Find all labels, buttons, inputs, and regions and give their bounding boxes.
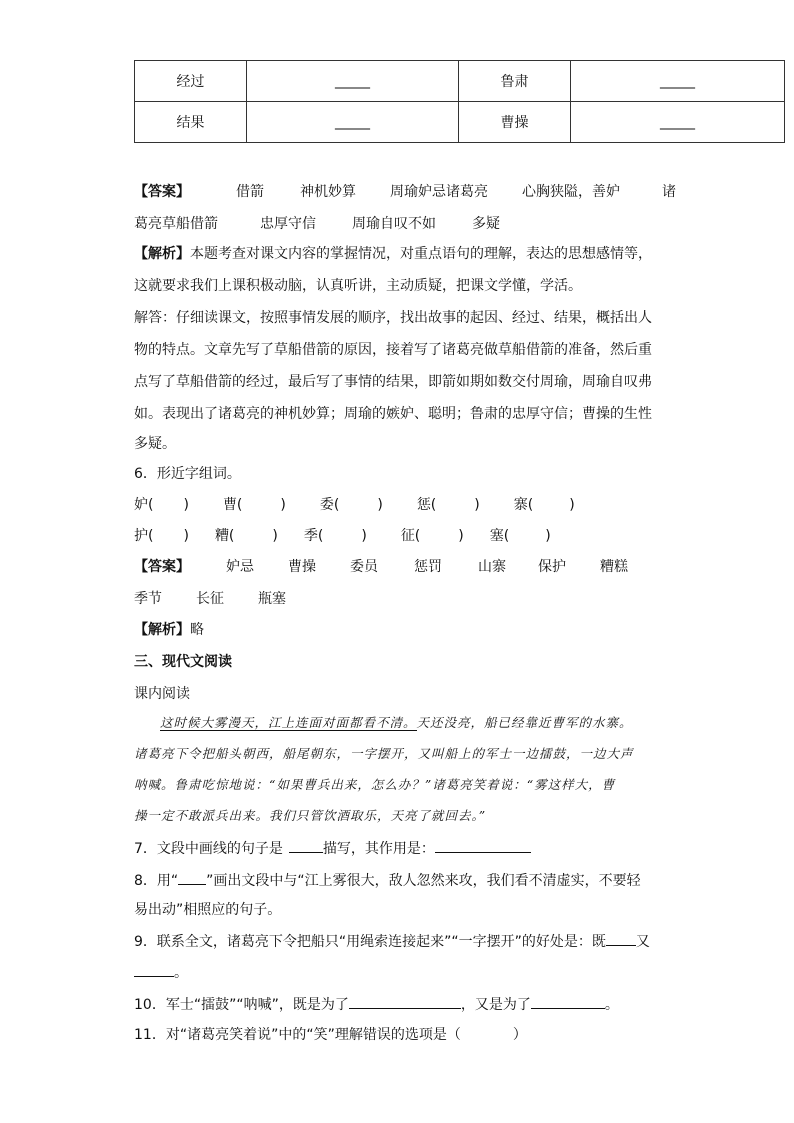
table-cell: 曹操: [459, 102, 571, 143]
char-paren: ): [361, 528, 367, 544]
answer-item: 借箭: [236, 184, 264, 200]
question-9: [134, 931, 650, 952]
answer-blank[interactable]: [435, 838, 531, 853]
answer-item: 忠厚守信: [260, 216, 316, 232]
char-item: 塞(: [489, 528, 510, 544]
char-item: 惩(: [416, 497, 437, 513]
q5-analysis-line: [134, 244, 652, 264]
table-row: [135, 61, 785, 102]
question-8-cont: 易出动”相照应的句子。: [134, 902, 282, 918]
answer-blank[interactable]: [289, 838, 323, 853]
question-text: 又: [635, 934, 650, 950]
char-item: 季(: [303, 528, 324, 544]
answer-blank[interactable]: [606, 931, 636, 946]
answer-item: 糟糕: [600, 559, 628, 575]
analysis-tag: 【解析】: [134, 622, 190, 638]
answer-item: 季节: [134, 591, 162, 607]
question-text: 。: [604, 997, 619, 1013]
answer-item: 多疑: [472, 216, 500, 232]
q6-analysis-line: [134, 620, 204, 640]
answer-blank[interactable]: [349, 994, 461, 1009]
table-cell: _____: [247, 61, 459, 102]
question-text: 9．联系全文，诸葛亮下令把船只“用绳索连接起来”“一字摆开”的好处是：既: [134, 934, 606, 950]
table-cell: _____: [247, 102, 459, 143]
answer-item: 诸: [662, 184, 676, 200]
char-paren: ): [569, 497, 575, 513]
q6-answer-line1: [134, 557, 628, 577]
char-item: 寨(: [513, 497, 534, 513]
q5-analysis-line: 多疑。: [134, 436, 176, 452]
answer-tag: 【答案】: [134, 559, 190, 575]
table-cell: 经过: [135, 61, 247, 102]
q5-analysis-line: 点写了草船借箭的经过，最后写了事情的结果，即箭如期如数交付周瑜，周瑜自叹弗: [134, 374, 652, 390]
char-paren: ): [183, 528, 189, 544]
question-10: [134, 994, 619, 1015]
char-paren: ): [280, 497, 286, 513]
question-text: 描写，其作用是：: [322, 841, 435, 857]
answer-blank[interactable]: [134, 962, 174, 977]
question-7: [134, 838, 531, 859]
answer-blank: [178, 870, 206, 885]
table-cell: 结果: [135, 102, 247, 143]
q5-answer-line1: [134, 182, 676, 202]
question-text: ”画出文段中与“江上雾很大，敌人忽然来攻，我们看不清虚实，不要轻: [206, 873, 641, 889]
char-item: 委(: [319, 497, 340, 513]
char-paren: ): [474, 497, 480, 513]
q5-analysis-line: 这就要求我们上课积极动脑，认真听讲，主动质疑，把课文学懂，学活。: [134, 278, 582, 294]
table-cell: _____: [571, 102, 785, 143]
question-text: 10．军士“擂鼓”“呐喊”，既是为了: [134, 997, 349, 1013]
char-item: 糟(: [214, 528, 235, 544]
passage-line2: 诸葛亮下令把船头朝西，船尾朝东，一字摆开，又叫船上的军士一边擂鼓，一边大声: [134, 746, 634, 761]
underlined-sentence: 这时候大雾漫天，江上连面对面都看不清。: [160, 715, 417, 730]
passage-text: 天还没亮，船已经靠近曹军的水寨。: [416, 715, 633, 730]
answer-item: 长征: [196, 591, 224, 607]
q5-analysis-line: 解答：仔细读课文，按照事情发展的顺序，找出故事的起因、经过、结果，概括出人: [134, 310, 652, 326]
q6-row2: [134, 526, 551, 546]
char-paren: ): [183, 497, 189, 513]
question-8: [134, 870, 641, 891]
analysis-tag: 【解析】: [134, 246, 190, 262]
question-9-cont: [134, 962, 188, 983]
q5-analysis-line: 物的特点。文章先写了草船借箭的原因，接着写了诸葛亮做草船借箭的准备，然后重: [134, 342, 652, 358]
question-text: 7．文段中画线的句子是: [134, 841, 283, 857]
question-text: ，又是为了: [460, 997, 531, 1013]
table-row: [135, 102, 785, 143]
answer-tag: 【答案】: [134, 184, 190, 200]
analysis-text: 本题考查对课文内容的掌握情况，对重点语句的理解，表达的思想感情等，: [190, 246, 652, 262]
answer-item: 山寨: [478, 559, 506, 575]
analysis-text: 略: [190, 622, 204, 638]
answer-item: 曹操: [288, 559, 316, 575]
question-text: 8．用“: [134, 873, 179, 889]
answer-item: 保护: [538, 559, 566, 575]
passage-line1: [160, 714, 633, 732]
char-item: 妒(: [134, 497, 154, 513]
passage-line3: 呐喊。鲁肃吃惊地说：“如果曹兵出来，怎么办？”诸葛亮笑着说：“雾这样大，曹: [134, 777, 616, 792]
answer-item: 瓶塞: [258, 591, 286, 607]
answer-item: 神机妙算: [300, 184, 356, 200]
passage-line4: 操一定不敢派兵出来。我们只管饮酒取乐，天亮了就回去。”: [134, 808, 487, 823]
char-item: 曹(: [222, 497, 243, 513]
question-text: 。: [174, 965, 188, 981]
char-item: 护(: [134, 528, 154, 544]
q6-answer-line2: [134, 589, 286, 609]
char-paren: ): [458, 528, 464, 544]
q5-answer-line2: [134, 214, 500, 234]
answer-item: 周瑜妒忌诸葛亮: [390, 184, 488, 200]
answer-item: 葛亮草船借箭: [134, 216, 218, 232]
table-cell: _____: [571, 61, 785, 102]
question-text: 11．对“诸葛亮笑着说”中的“笑”理解错误的选项是（: [134, 1027, 461, 1043]
char-item: 征(: [400, 528, 421, 544]
q6-row1: [134, 495, 575, 515]
answer-item: 惩罚: [414, 559, 442, 575]
answer-item: 委员: [350, 559, 378, 575]
table-cell: 鲁肃: [459, 61, 571, 102]
section-subtitle: 课内阅读: [134, 686, 190, 702]
char-paren: ): [377, 497, 383, 513]
answer-blank[interactable]: [531, 994, 605, 1009]
char-paren: ): [272, 528, 278, 544]
question-text: ）: [512, 1027, 527, 1043]
q6-title: 6．形近字组词。: [134, 466, 241, 482]
answer-item: 心胸狭隘，善妒: [522, 184, 620, 200]
question-11: [134, 1025, 527, 1045]
section-title: 三、现代文阅读: [134, 654, 232, 670]
summary-table: [134, 60, 785, 143]
q5-analysis-line: 如。表现出了诸葛亮的神机妙算；周瑜的嫉妒、聪明；鲁肃的忠厚守信；曹操的生性: [134, 406, 652, 422]
char-paren: ): [545, 528, 551, 544]
answer-item: 周瑜自叹不如: [352, 216, 436, 232]
answer-item: 妒忌: [226, 559, 254, 575]
